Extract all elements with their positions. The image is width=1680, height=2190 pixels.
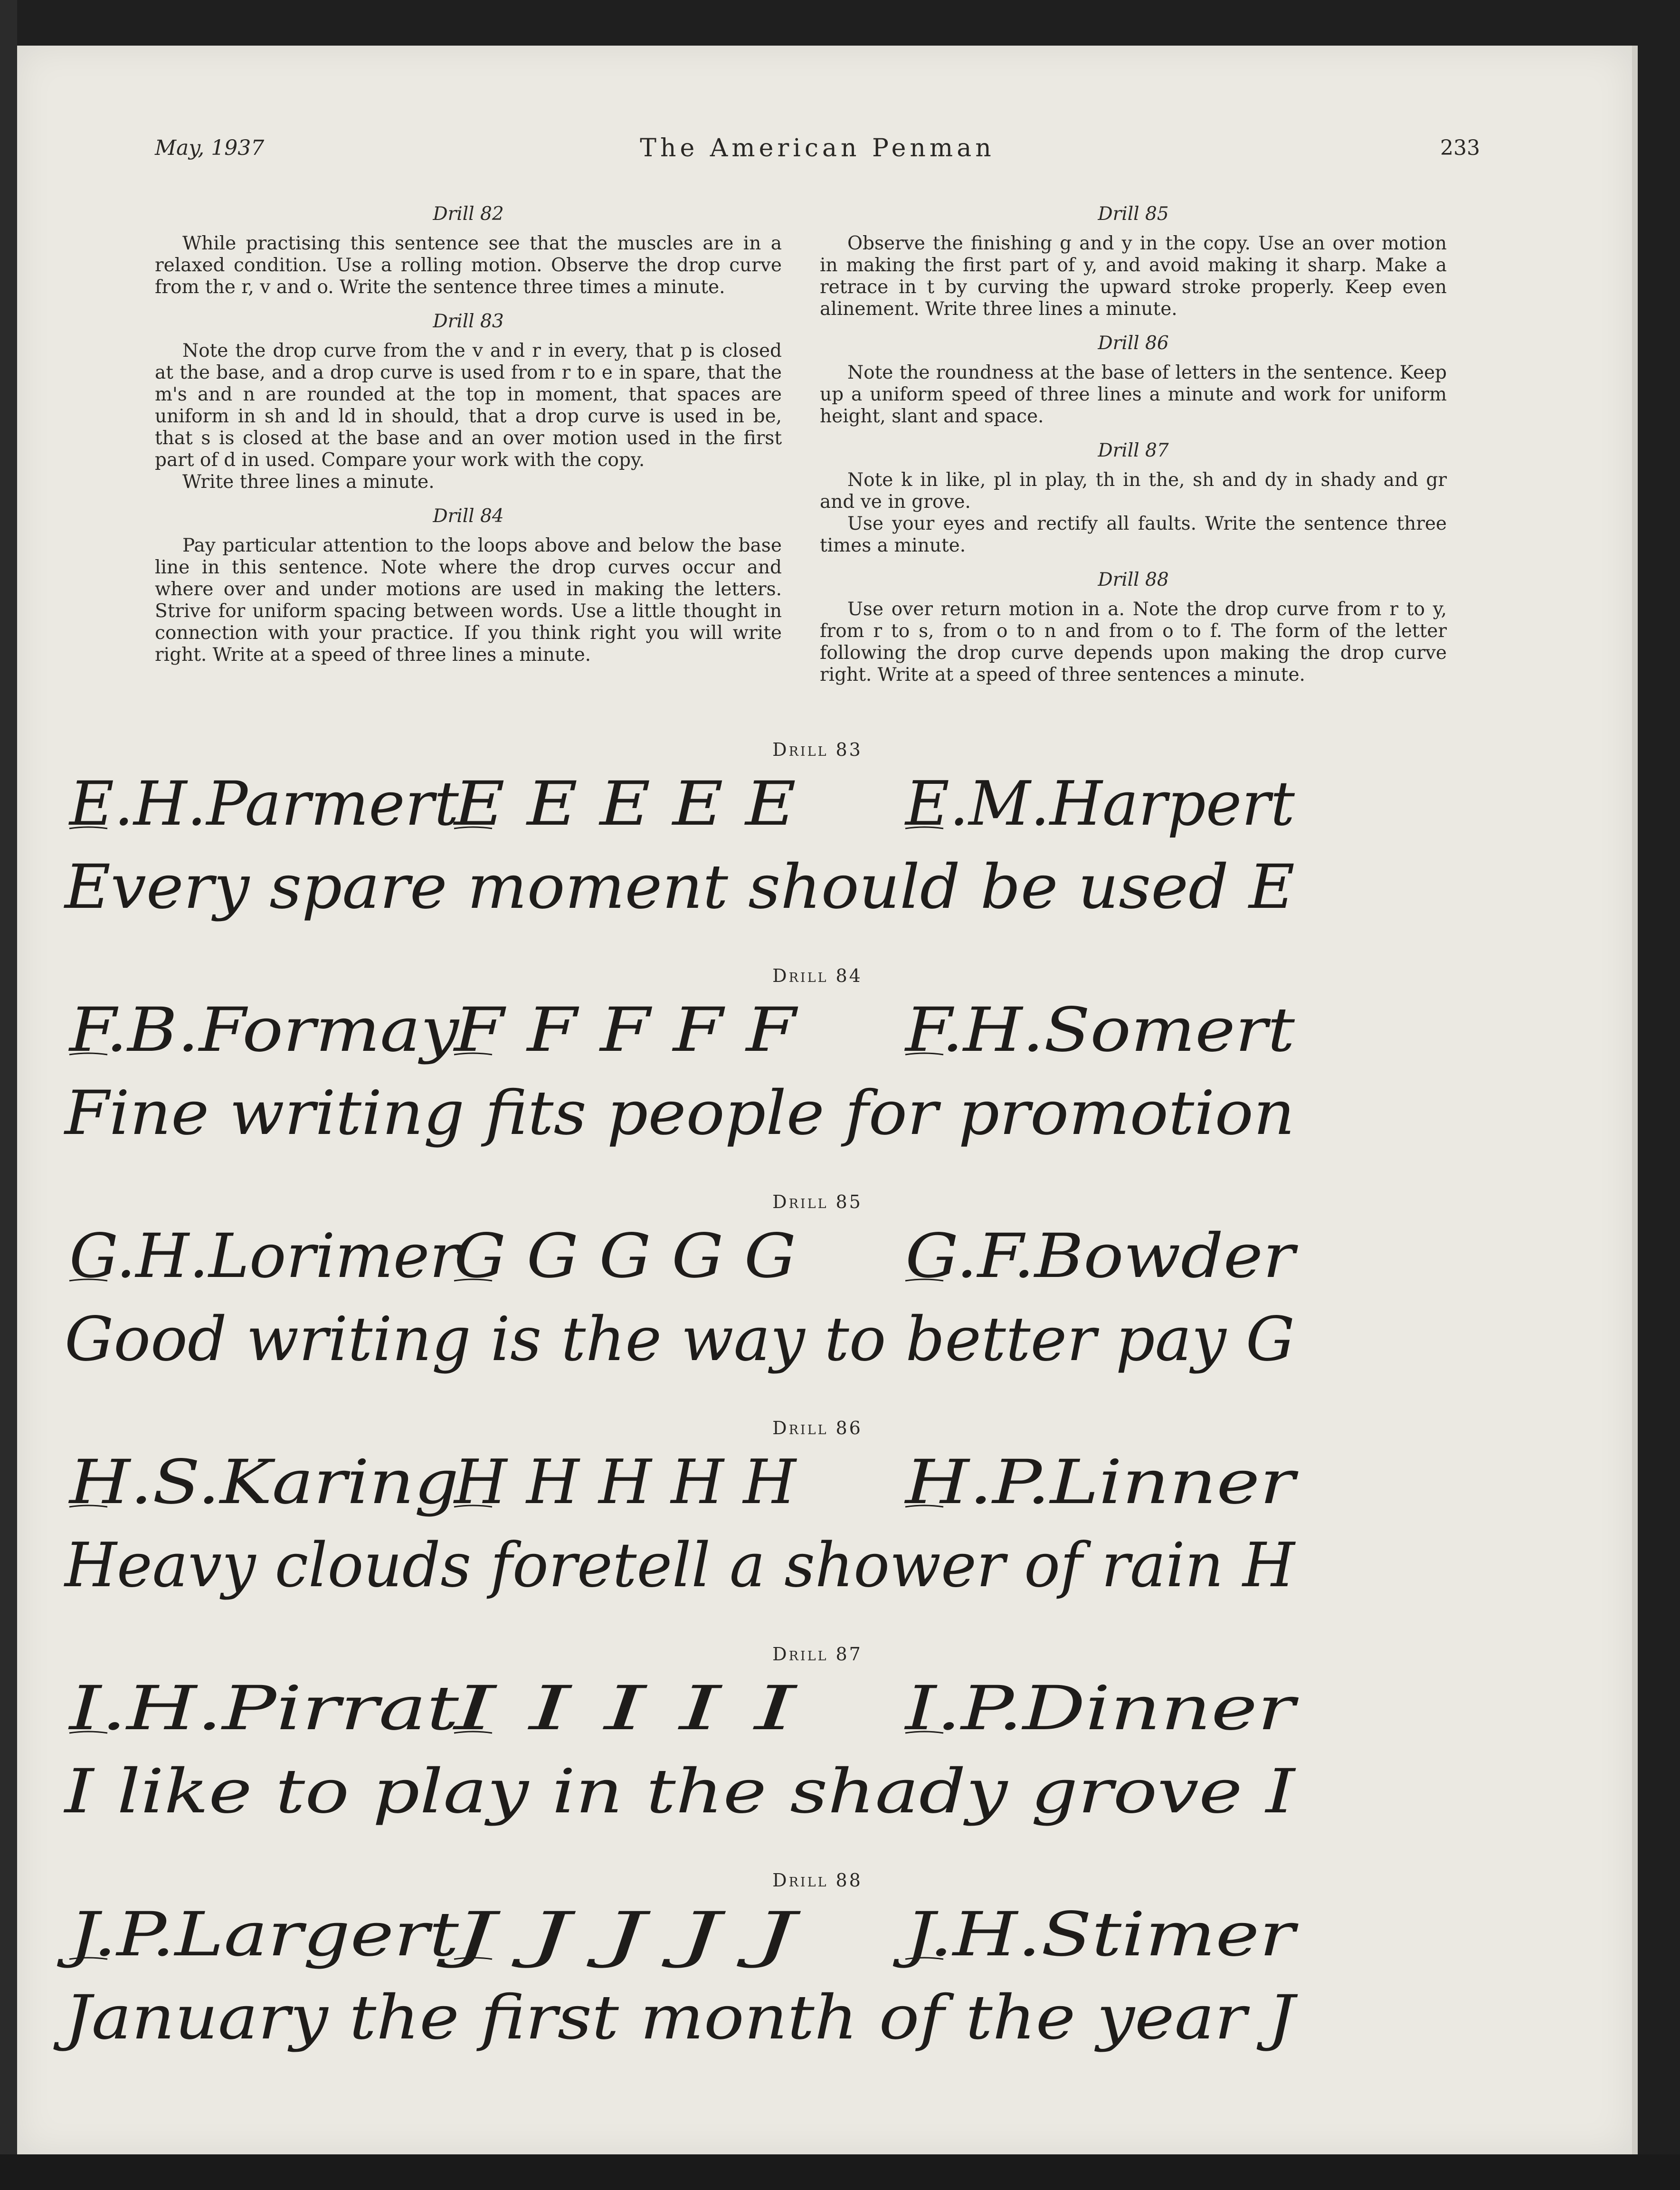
- script-word: H H H H H: [453, 1447, 797, 1518]
- script-sentence: January the first month of the year J: [53, 1982, 1299, 2053]
- drill-instruction-block: [155, 203, 782, 298]
- script-word: I I I I I: [452, 1673, 798, 1744]
- drill-paragraph: Note the roundness at the base of letters in the sentence. Keep up a uniform speed of three lines a minute and work for uniform height, slant and space.: [820, 362, 1447, 427]
- plate-title: Drill 85: [772, 1191, 863, 1212]
- script-word: F F F F F: [453, 995, 798, 1066]
- magazine-page: [17, 46, 1632, 2155]
- script-word: J J J J J: [436, 1899, 802, 1970]
- drill-paragraph: Write three lines a minute.: [182, 471, 435, 493]
- drill-paragraph: Pay particular attention to the loops above and below the base line in this sentence. Note where the drop curves occur and where over and under motions are used in making the letters. Strive for uniform spacing between words. Use a little thought in connection with your practice. If you think right you will write right. Write at a speed of three lines a minute.: [155, 535, 782, 666]
- script-line-sentence: [17, 1758, 1342, 1838]
- plate-title: Drill 83: [772, 739, 863, 760]
- page-number: 233: [1440, 136, 1480, 160]
- running-head: [155, 136, 1480, 179]
- drill-paragraph: Use over return motion in a. Note the drop curve from r to y, from r to s, from o to n and from o to f. The form of the letter following the drop curve depends upon making the drop curve right. Write at a speed of three sentences a minute.: [820, 599, 1447, 686]
- issue-date: May, 1937: [155, 136, 265, 160]
- script-line-names: [17, 1898, 1342, 1979]
- script-line-sentence: [17, 1532, 1342, 1612]
- plate-title: Drill 88: [772, 1870, 863, 1891]
- drill-instruction-block: [820, 333, 1447, 428]
- drill-heading: Drill 87: [1098, 440, 1169, 461]
- script-line-names: [17, 1446, 1342, 1527]
- drill-heading: Drill 83: [433, 311, 504, 332]
- script-word: I.H.Pirrat: [68, 1673, 459, 1744]
- drill-heading: Drill 84: [433, 505, 504, 527]
- script-line-names: [17, 1220, 1342, 1301]
- script-word: E.H.Parmert: [68, 769, 459, 839]
- script-word: F.H.Somert: [904, 995, 1295, 1066]
- drill-instruction-block: [155, 505, 782, 666]
- script-line-sentence: [17, 1079, 1342, 1160]
- script-word: I.P.Dinner: [904, 1673, 1299, 1744]
- drill-heading: Drill 82: [433, 203, 504, 225]
- drill-instruction-block: [820, 440, 1447, 557]
- drill-instruction-block: [820, 203, 1447, 320]
- plate-title: Drill 86: [772, 1418, 863, 1438]
- drill-paragraph: Use your eyes and rectify all faults. Write the sentence three times a minute.: [820, 513, 1447, 556]
- script-word: G G G G G: [454, 1221, 796, 1292]
- script-word: E E E E E: [453, 769, 796, 839]
- script-sentence: Every spare moment should be used E: [63, 852, 1295, 923]
- script-word: E.M.Harpert: [904, 769, 1295, 839]
- plate-title: Drill 87: [772, 1644, 863, 1665]
- script-line-names: [17, 768, 1342, 848]
- drill-paragraph: Note the drop curve from the v and r in every, that p is closed at the base, and a drop curve is used from r to e in spare, that the m's and n are rounded at the top in moment, that spaces are uniform in sh and ld in should, that a drop curve is used in be, that s is closed at the base and an over motion used in the first part of d in used. Compare your work with the copy.: [155, 340, 782, 471]
- script-line-sentence: [17, 1305, 1342, 1386]
- drill-paragraph: While practising this sentence see that the muscles are in a relaxed condition. Use a rolling motion. Observe the drop curve from the r, v and o. Write the sentence three times a minute.: [155, 233, 782, 298]
- script-line-sentence: [17, 853, 1342, 934]
- script-line-names: [17, 994, 1342, 1075]
- magazine-title: The American Penman: [640, 134, 995, 162]
- script-word: J.P.Largert: [57, 1899, 459, 1970]
- plate-title: Drill 84: [772, 965, 863, 986]
- drill-paragraph: Note k in like, pl in play, th in the, sh and dy in shady and gr and ve in grove.: [820, 469, 1447, 513]
- drill-paragraph: Observe the finishing g and y in the copy. Use an over motion in making the first part of y, and avoid making it sharp. Make a retrace in t by curving the upward stroke properly. Keep even alinement. Write three lines a minute.: [820, 233, 1447, 320]
- drill-instruction-block: [155, 311, 782, 493]
- script-line-names: [17, 1672, 1342, 1753]
- script-word: J.H.Stimer: [892, 1899, 1299, 1970]
- right-text-column: [820, 198, 1447, 698]
- left-text-column: [155, 198, 782, 678]
- script-sentence: Heavy clouds foretell a shower of rain H: [64, 1530, 1296, 1601]
- script-word: G.H.Lorimer: [69, 1221, 462, 1292]
- script-sentence: Fine writing fits people for promotion: [63, 1078, 1295, 1149]
- script-sentence: I like to play in the shady grove I: [63, 1756, 1296, 1827]
- script-word: G.F.Bowder: [905, 1221, 1299, 1292]
- scan-bottom-edge: [0, 2154, 1680, 2190]
- script-word: F.B.Formay: [68, 995, 460, 1066]
- script-word: H.S.Karing: [68, 1447, 459, 1518]
- script-word: H.P.Linner: [904, 1447, 1299, 1518]
- drill-instruction-block: [820, 569, 1447, 686]
- scan-gutter: [0, 0, 17, 2190]
- drill-heading: Drill 88: [1098, 569, 1169, 590]
- drill-heading: Drill 85: [1098, 203, 1169, 225]
- drill-heading: Drill 86: [1098, 333, 1169, 354]
- script-line-sentence: [17, 1984, 1342, 2065]
- script-sentence: Good writing is the way to better pay G: [65, 1304, 1295, 1375]
- page-edge: [1632, 46, 1638, 2155]
